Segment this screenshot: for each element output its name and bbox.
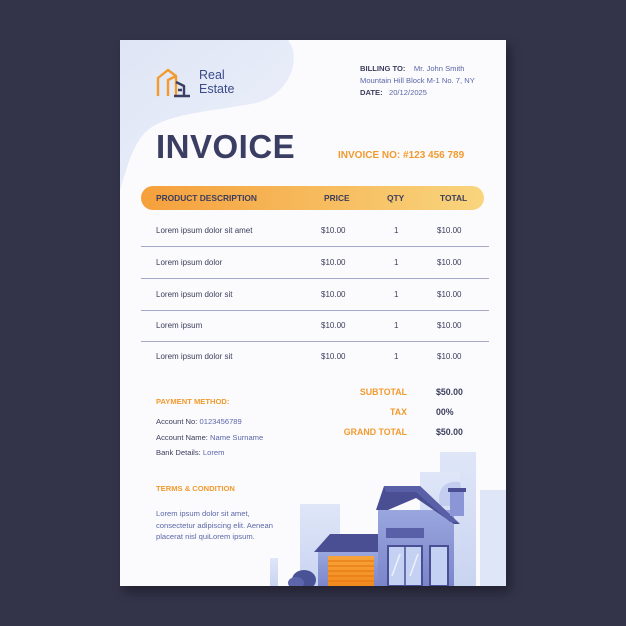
invoice-page: [120, 40, 506, 586]
cell-description: Lorem ipsum dolor sit: [156, 352, 233, 361]
table-row: [141, 247, 489, 279]
cell-price: $10.00: [321, 290, 346, 299]
grand-total-value: $50.00: [436, 427, 463, 437]
cell-total: $10.00: [437, 290, 462, 299]
account-number-value: 0123456789: [199, 417, 242, 426]
date-label: DATE:: [360, 88, 383, 97]
table-row: [141, 310, 489, 342]
billing-info: [360, 63, 475, 99]
cell-qty: 1: [394, 352, 399, 361]
subtotal-label: SUBTOTAL: [359, 387, 407, 397]
house-illustration: [270, 440, 506, 586]
table-row: [141, 341, 489, 372]
billing-address: Mountain Hill Block M-1 No. 7, NY: [360, 76, 475, 85]
cell-qty: 1: [394, 290, 399, 299]
billing-to-label: BILLING TO:: [360, 64, 406, 73]
terms-heading-text: TERMS & CONDITION: [156, 484, 235, 493]
billing-to-value: Mr. John Smith: [413, 64, 465, 73]
building-logo-icon: [156, 66, 192, 98]
brand-name: [199, 68, 234, 96]
table-row: [141, 279, 489, 311]
cell-qty: 1: [394, 321, 399, 330]
cell-description: Lorem ipsum dolor: [156, 258, 223, 267]
cell-total: $10.00: [437, 226, 462, 235]
account-number-line: [156, 417, 242, 426]
bank-details-value: Lorem: [202, 448, 225, 457]
cell-qty: 1: [394, 258, 399, 267]
invoice-number: INVOICE NO: #123 456 789: [338, 150, 465, 161]
brand-line-1: Real: [199, 68, 225, 82]
cell-total: $10.00: [437, 321, 462, 330]
account-name-line: [156, 433, 263, 442]
cell-price: $10.00: [321, 321, 346, 330]
terms-body: Lorem ipsum dolor sit amet, consectetur adipiscing elit. Aenean placerat nisl quiLorem ipsum.: [156, 509, 273, 541]
cell-price: $10.00: [321, 352, 346, 361]
tax-label: TAX: [390, 407, 407, 417]
cell-price: $10.00: [321, 226, 346, 235]
table-header: [141, 186, 484, 210]
cell-description: Lorem ipsum: [156, 321, 203, 330]
cell-qty: 1: [394, 226, 399, 235]
account-name-value: Name Surname: [210, 433, 264, 442]
header-blob: [120, 40, 310, 190]
payment-heading: [156, 397, 229, 406]
account-number-label: Account No:: [156, 417, 198, 426]
cell-price: $10.00: [321, 258, 346, 267]
tax-value: 00%: [436, 407, 454, 417]
header-qty: QTY: [387, 193, 405, 203]
grand-total-label: GRAND TOTAL: [343, 427, 407, 437]
header-total: TOTAL: [440, 193, 468, 203]
page-title: INVOICE: [156, 128, 296, 165]
terms-heading: [156, 484, 235, 493]
table-row: [141, 215, 489, 247]
brand-line-2: Estate: [199, 82, 235, 96]
cell-description: Lorem ipsum dolor sit: [156, 290, 233, 299]
subtotal-value: $50.00: [436, 387, 463, 397]
cell-description: Lorem ipsum dolor sit amet: [156, 226, 253, 235]
payment-heading-text: PAYMENT METHOD:: [156, 397, 230, 406]
bank-details-label: Bank Details:: [156, 448, 201, 457]
account-name-label: Account Name:: [156, 433, 208, 442]
header-price: PRICE: [324, 193, 350, 203]
date-value: 20/12/2025: [388, 88, 427, 97]
header-description: PRODUCT DESCRIPTION: [156, 193, 257, 203]
cell-total: $10.00: [437, 352, 462, 361]
bank-details-line: [156, 448, 224, 457]
cell-total: $10.00: [437, 258, 462, 267]
